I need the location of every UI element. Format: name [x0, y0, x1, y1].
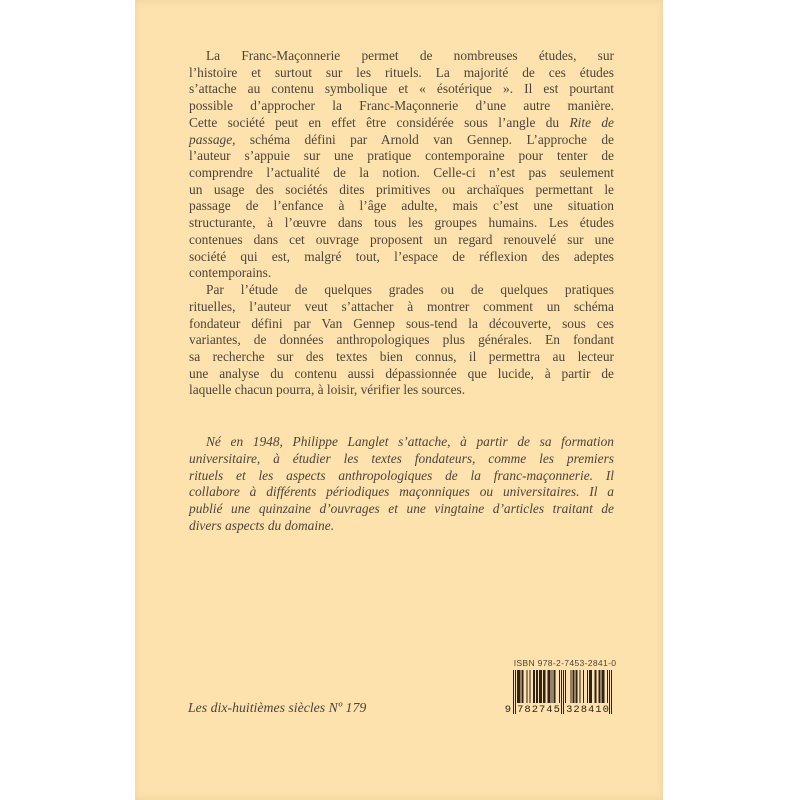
text-run: collabore à différents périodiques maçonniques ou universitaires. Il a — [189, 484, 614, 500]
text-line — [189, 282, 614, 299]
text-line — [189, 115, 614, 132]
text-line — [189, 382, 614, 399]
text-run: publié une quinzaine d’ouvrages et une vingtaine d’articles traitant de — [189, 500, 614, 516]
text-line — [189, 232, 614, 249]
text-line — [189, 299, 614, 316]
ean-left-group: 782745 — [517, 703, 561, 716]
text-run: passage de l’enfance à l’âge adulte, mais c’est une situation — [189, 198, 614, 214]
paragraph — [189, 282, 614, 399]
text-run: structurante, à l’œuvre dans tous les groupes humains. Les études — [189, 215, 614, 231]
text-line — [189, 484, 614, 501]
synopsis-text-block — [189, 48, 614, 534]
text-line — [189, 332, 614, 349]
text-line — [189, 366, 614, 383]
text-run: s’attache au contenu symbolique et « ésotérique ». Il est pourtant — [189, 81, 614, 97]
text-run: rituelles, l’auteur veut s’attacher à montrer comment un schéma — [189, 298, 614, 314]
text-run: contemporains. — [189, 265, 272, 281]
text-line — [189, 249, 614, 266]
italic-run: Rite de — [569, 114, 614, 130]
text-line — [189, 349, 614, 366]
text-line — [189, 48, 614, 65]
text-run: Par l’étude de quelques grades ou de quelques pratiques — [206, 282, 614, 298]
isbn-label: ISBN 978-2-7453-2841-0 — [513, 658, 617, 668]
text-run: universitaire, à étudier les textes fondateurs, comme les premiers — [189, 450, 614, 466]
text-run: une analyse du contenu aussi dépassionnée que lucide, à partir de — [189, 365, 614, 381]
text-line — [189, 468, 614, 485]
text-run: l’histoire et surtout sur les rituels. La majorité de ces études — [189, 64, 614, 80]
text-line — [189, 198, 614, 215]
text-run: variantes, de données anthropologiques plus générales. En fondant — [189, 332, 614, 348]
text-line — [189, 182, 614, 199]
text-run: possible d’approcher la Franc-Maçonnerie d’une autre manière. — [189, 98, 614, 114]
paragraph — [189, 434, 614, 534]
text-run: divers aspects du domaine. — [189, 517, 335, 533]
text-line — [189, 501, 614, 518]
text-run: sa recherche sur des textes bien connus, il permettra au lecteur — [189, 348, 614, 364]
text-line — [189, 65, 614, 82]
text-line — [189, 81, 614, 98]
text-run: comprendre l’actualité de la notion. Celle-ci n’est pas seulement — [189, 165, 614, 181]
text-run: société qui est, malgré tout, l’espace de réflexion des adeptes — [189, 248, 614, 264]
text-run: l’auteur s’appuie sur une pratique contemporaine pour tenter de — [189, 148, 614, 164]
text-run: , schéma défini par Arnold van Gennep. L’approche de — [232, 131, 614, 147]
text-line — [189, 98, 614, 115]
text-run: laquelle chacun pourra, à loisir, vérifier les sources. — [189, 382, 466, 398]
text-line — [189, 316, 614, 333]
ean-right-group: 328410 — [566, 703, 610, 716]
text-line — [189, 165, 614, 182]
text-run: contenues dans cet ouvrage proposent un regard renouvelé sur une — [189, 231, 614, 247]
text-line — [189, 518, 614, 535]
paragraph — [189, 48, 614, 282]
text-run: Né en 1948, Philippe Langlet s’attache, à partir de sa formation — [206, 434, 614, 450]
text-line — [189, 451, 614, 468]
book-back-cover — [135, 0, 663, 800]
text-line — [189, 148, 614, 165]
text-line — [189, 265, 614, 282]
text-line — [189, 434, 614, 451]
collection-name: Les dix-huitièmes siècles Nº 179 — [188, 700, 367, 715]
text-run: Cette société peut en effet être considérée sous l’angle du — [189, 114, 570, 130]
text-line — [189, 215, 614, 232]
text-run: un usage des sociétés dites primitives ou archaïques permettant le — [189, 181, 614, 197]
text-run: fondateur défini par Van Gennep sous-tend la découverte, sous ces — [189, 315, 614, 331]
italic-run: passage — [189, 131, 233, 147]
text-line — [189, 132, 614, 149]
text-run: rituels et les aspects anthropologiques de la franc-maçonnerie. Il — [189, 467, 614, 483]
ean-first-digit: 9 — [504, 703, 511, 716]
text-run: La Franc-Maçonnerie permet de nombreuses études, sur — [206, 48, 614, 63]
